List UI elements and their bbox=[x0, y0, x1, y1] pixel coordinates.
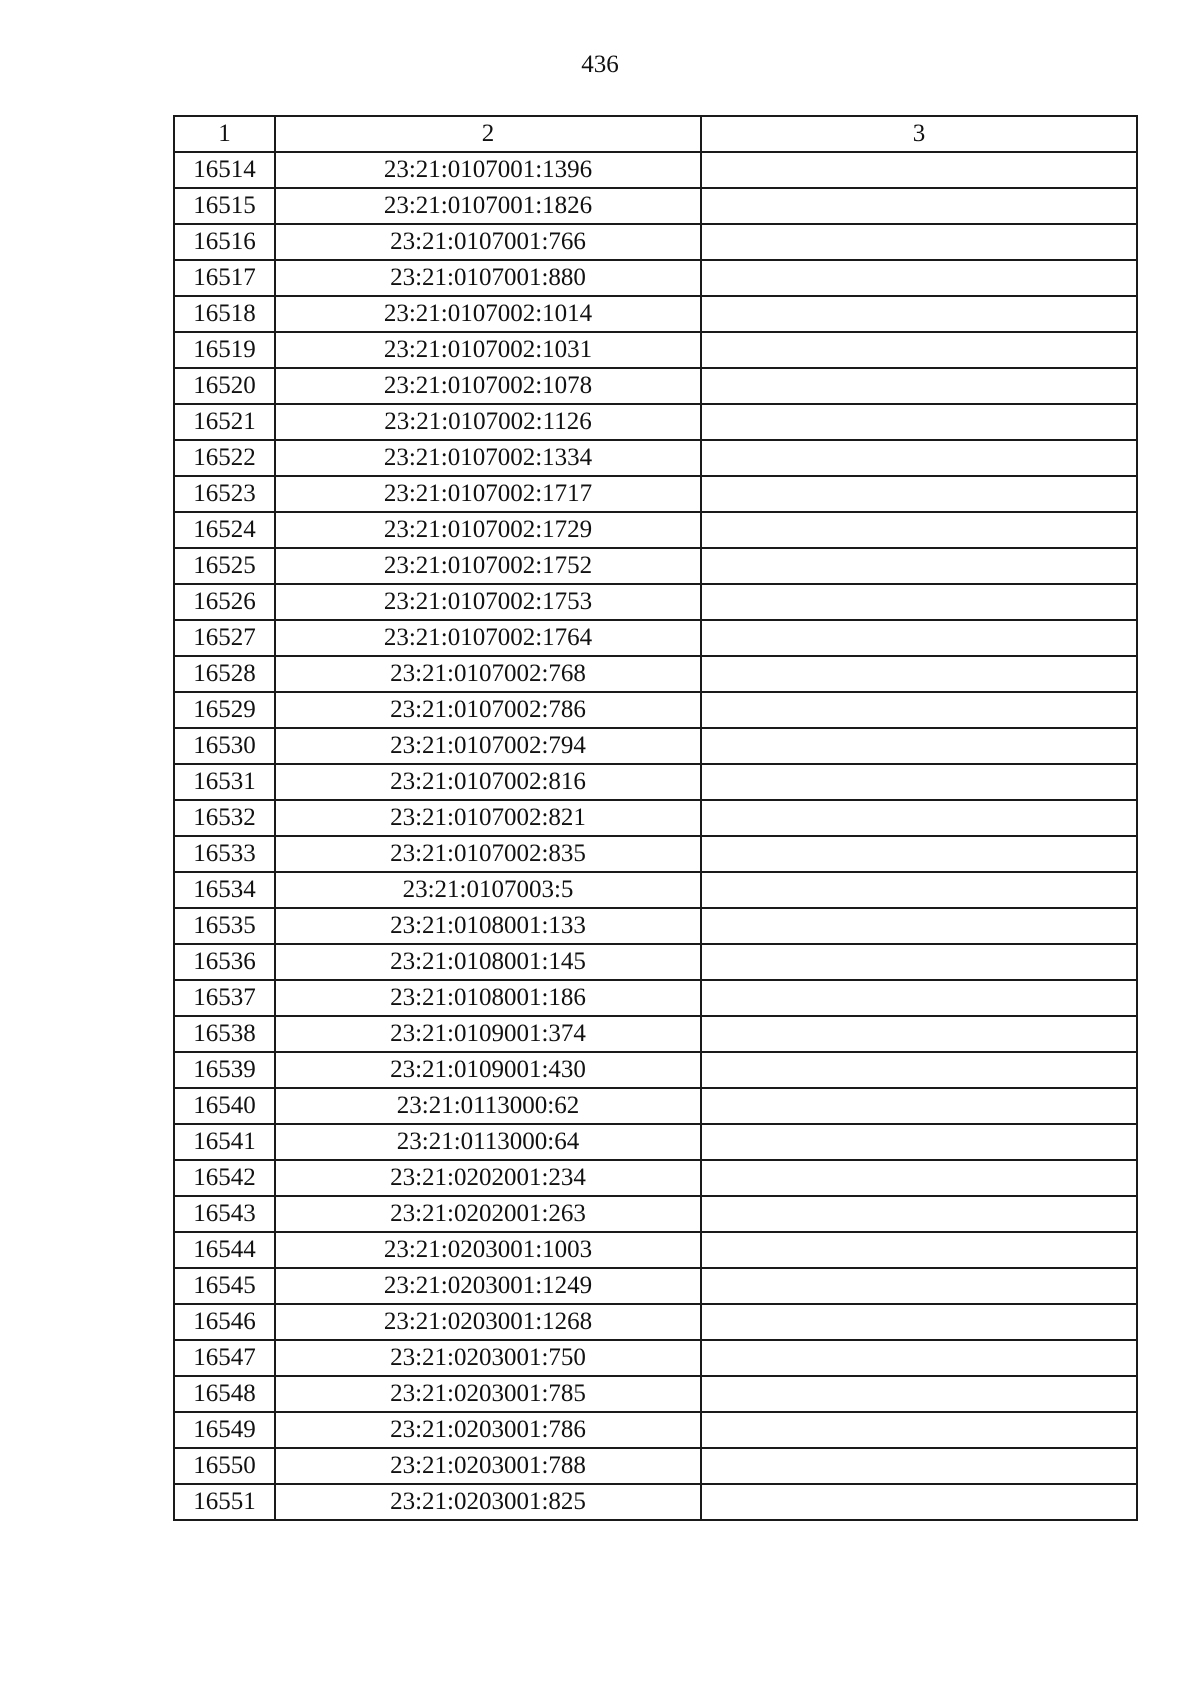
row-number-cell: 16531 bbox=[174, 764, 275, 800]
table-row bbox=[174, 620, 1137, 656]
cadastral-number-cell: 23:21:0109001:430 bbox=[275, 1052, 701, 1088]
cadastral-number-cell: 23:21:0107002:1078 bbox=[275, 368, 701, 404]
note-cell bbox=[701, 224, 1137, 260]
note-cell bbox=[701, 1052, 1137, 1088]
table-row bbox=[174, 1088, 1137, 1124]
note-cell bbox=[701, 260, 1137, 296]
table-row bbox=[174, 692, 1137, 728]
row-number-cell: 16516 bbox=[174, 224, 275, 260]
table-row bbox=[174, 368, 1137, 404]
cadastral-number-cell: 23:21:0107002:1764 bbox=[275, 620, 701, 656]
table-row bbox=[174, 332, 1137, 368]
note-cell bbox=[701, 404, 1137, 440]
row-number-cell: 16525 bbox=[174, 548, 275, 584]
cadastral-number-cell: 23:21:0107002:1014 bbox=[275, 296, 701, 332]
note-cell bbox=[701, 188, 1137, 224]
cadastral-number-cell: 23:21:0107002:1334 bbox=[275, 440, 701, 476]
cadastral-number-cell: 23:21:0202001:234 bbox=[275, 1160, 701, 1196]
row-number-cell: 16532 bbox=[174, 800, 275, 836]
table-row bbox=[174, 1124, 1137, 1160]
table-row bbox=[174, 404, 1137, 440]
row-number-cell: 16537 bbox=[174, 980, 275, 1016]
cadastral-number-cell: 23:21:0107002:1752 bbox=[275, 548, 701, 584]
table-row bbox=[174, 980, 1137, 1016]
table-row bbox=[174, 1304, 1137, 1340]
table-row bbox=[174, 944, 1137, 980]
row-number-cell: 16526 bbox=[174, 584, 275, 620]
table-row bbox=[174, 1196, 1137, 1232]
cadastral-number-cell: 23:21:0203001:825 bbox=[275, 1484, 701, 1520]
note-cell bbox=[701, 1304, 1137, 1340]
table-body bbox=[174, 152, 1137, 1520]
cadastral-number-cell: 23:21:0107002:821 bbox=[275, 800, 701, 836]
row-number-cell: 16538 bbox=[174, 1016, 275, 1052]
row-number-cell: 16548 bbox=[174, 1376, 275, 1412]
note-cell bbox=[701, 368, 1137, 404]
table-row bbox=[174, 1268, 1137, 1304]
row-number-cell: 16547 bbox=[174, 1340, 275, 1376]
page-number: 436 bbox=[581, 51, 619, 78]
note-cell bbox=[701, 476, 1137, 512]
cadastral-number-cell: 23:21:0107001:1826 bbox=[275, 188, 701, 224]
note-cell bbox=[701, 656, 1137, 692]
table-row bbox=[174, 1376, 1137, 1412]
cadastral-number-cell: 23:21:0203001:1249 bbox=[275, 1268, 701, 1304]
note-cell bbox=[701, 1016, 1137, 1052]
row-number-cell: 16542 bbox=[174, 1160, 275, 1196]
note-cell bbox=[701, 872, 1137, 908]
row-number-cell: 16541 bbox=[174, 1124, 275, 1160]
table-row bbox=[174, 1052, 1137, 1088]
row-number-cell: 16539 bbox=[174, 1052, 275, 1088]
cadastral-number-cell: 23:21:0107001:1396 bbox=[275, 152, 701, 188]
row-number-cell: 16543 bbox=[174, 1196, 275, 1232]
table-row bbox=[174, 728, 1137, 764]
note-cell bbox=[701, 440, 1137, 476]
note-cell bbox=[701, 548, 1137, 584]
cadastral-number-cell: 23:21:0113000:64 bbox=[275, 1124, 701, 1160]
note-cell bbox=[701, 584, 1137, 620]
row-number-cell: 16546 bbox=[174, 1304, 275, 1340]
cadastral-number-cell: 23:21:0203001:1003 bbox=[275, 1232, 701, 1268]
row-number-cell: 16519 bbox=[174, 332, 275, 368]
note-cell bbox=[701, 728, 1137, 764]
note-cell bbox=[701, 332, 1137, 368]
table-row bbox=[174, 440, 1137, 476]
table-row bbox=[174, 764, 1137, 800]
row-number-cell: 16551 bbox=[174, 1484, 275, 1520]
row-number-cell: 16530 bbox=[174, 728, 275, 764]
table-row bbox=[174, 1484, 1137, 1520]
row-number-cell: 16536 bbox=[174, 944, 275, 980]
cadastral-number-cell: 23:21:0108001:186 bbox=[275, 980, 701, 1016]
table-row bbox=[174, 1448, 1137, 1484]
row-number-cell: 16545 bbox=[174, 1268, 275, 1304]
row-number-cell: 16523 bbox=[174, 476, 275, 512]
row-number-cell: 16529 bbox=[174, 692, 275, 728]
table-row bbox=[174, 1016, 1137, 1052]
table-row bbox=[174, 800, 1137, 836]
cadastral-number-cell: 23:21:0202001:263 bbox=[275, 1196, 701, 1232]
note-cell bbox=[701, 620, 1137, 656]
table-row bbox=[174, 548, 1137, 584]
note-cell bbox=[701, 836, 1137, 872]
note-cell bbox=[701, 944, 1137, 980]
cadastral-number-cell: 23:21:0107002:1717 bbox=[275, 476, 701, 512]
registry-table bbox=[173, 115, 1138, 1521]
table-row bbox=[174, 1160, 1137, 1196]
table-row bbox=[174, 512, 1137, 548]
table-row bbox=[174, 224, 1137, 260]
row-number-cell: 16517 bbox=[174, 260, 275, 296]
note-cell bbox=[701, 908, 1137, 944]
note-cell bbox=[701, 1232, 1137, 1268]
table-row bbox=[174, 476, 1137, 512]
row-number-cell: 16518 bbox=[174, 296, 275, 332]
note-cell bbox=[701, 1268, 1137, 1304]
cadastral-number-cell: 23:21:0203001:788 bbox=[275, 1448, 701, 1484]
header-cell-col-3: 3 bbox=[701, 116, 1137, 152]
row-number-cell: 16544 bbox=[174, 1232, 275, 1268]
table-row bbox=[174, 296, 1137, 332]
note-cell bbox=[701, 1160, 1137, 1196]
row-number-cell: 16521 bbox=[174, 404, 275, 440]
row-number-cell: 16550 bbox=[174, 1448, 275, 1484]
table-row bbox=[174, 872, 1137, 908]
table-row bbox=[174, 656, 1137, 692]
note-cell bbox=[701, 1412, 1137, 1448]
header-cell-col-2: 2 bbox=[275, 116, 701, 152]
cadastral-number-cell: 23:21:0203001:1268 bbox=[275, 1304, 701, 1340]
cadastral-number-cell: 23:21:0107002:1031 bbox=[275, 332, 701, 368]
table-header bbox=[174, 116, 1137, 152]
row-number-cell: 16524 bbox=[174, 512, 275, 548]
note-cell bbox=[701, 1448, 1137, 1484]
row-number-cell: 16528 bbox=[174, 656, 275, 692]
header-cell-col-1: 1 bbox=[174, 116, 275, 152]
cadastral-number-cell: 23:21:0107002:1753 bbox=[275, 584, 701, 620]
note-cell bbox=[701, 692, 1137, 728]
note-cell bbox=[701, 512, 1137, 548]
cadastral-number-cell: 23:21:0203001:786 bbox=[275, 1412, 701, 1448]
table-row bbox=[174, 908, 1137, 944]
row-number-cell: 16522 bbox=[174, 440, 275, 476]
note-cell bbox=[701, 296, 1137, 332]
note-cell bbox=[701, 1484, 1137, 1520]
row-number-cell: 16540 bbox=[174, 1088, 275, 1124]
note-cell bbox=[701, 980, 1137, 1016]
table-row bbox=[174, 1232, 1137, 1268]
table-row bbox=[174, 152, 1137, 188]
note-cell bbox=[701, 152, 1137, 188]
note-cell bbox=[701, 800, 1137, 836]
table-row bbox=[174, 584, 1137, 620]
row-number-cell: 16535 bbox=[174, 908, 275, 944]
cadastral-number-cell: 23:21:0107002:794 bbox=[275, 728, 701, 764]
table-row bbox=[174, 260, 1137, 296]
cadastral-number-cell: 23:21:0107002:1729 bbox=[275, 512, 701, 548]
cadastral-number-cell: 23:21:0109001:374 bbox=[275, 1016, 701, 1052]
table-row bbox=[174, 1340, 1137, 1376]
table-row bbox=[174, 836, 1137, 872]
row-number-cell: 16549 bbox=[174, 1412, 275, 1448]
table-row bbox=[174, 188, 1137, 224]
note-cell bbox=[701, 1088, 1137, 1124]
cadastral-number-cell: 23:21:0108001:145 bbox=[275, 944, 701, 980]
cadastral-number-cell: 23:21:0107001:766 bbox=[275, 224, 701, 260]
cadastral-number-cell: 23:21:0107002:1126 bbox=[275, 404, 701, 440]
row-number-cell: 16514 bbox=[174, 152, 275, 188]
cadastral-number-cell: 23:21:0108001:133 bbox=[275, 908, 701, 944]
note-cell bbox=[701, 1376, 1137, 1412]
table-row bbox=[174, 1412, 1137, 1448]
row-number-cell: 16515 bbox=[174, 188, 275, 224]
cadastral-number-cell: 23:21:0107002:786 bbox=[275, 692, 701, 728]
cadastral-number-cell: 23:21:0107002:835 bbox=[275, 836, 701, 872]
cadastral-number-cell: 23:21:0203001:785 bbox=[275, 1376, 701, 1412]
note-cell bbox=[701, 1196, 1137, 1232]
row-number-cell: 16520 bbox=[174, 368, 275, 404]
note-cell bbox=[701, 1124, 1137, 1160]
row-number-cell: 16534 bbox=[174, 872, 275, 908]
cadastral-number-cell: 23:21:0107003:5 bbox=[275, 872, 701, 908]
note-cell bbox=[701, 764, 1137, 800]
cadastral-number-cell: 23:21:0107002:816 bbox=[275, 764, 701, 800]
cadastral-number-cell: 23:21:0107002:768 bbox=[275, 656, 701, 692]
note-cell bbox=[701, 1340, 1137, 1376]
header-row bbox=[174, 116, 1137, 152]
cadastral-number-cell: 23:21:0113000:62 bbox=[275, 1088, 701, 1124]
cadastral-number-cell: 23:21:0203001:750 bbox=[275, 1340, 701, 1376]
cadastral-number-cell: 23:21:0107001:880 bbox=[275, 260, 701, 296]
row-number-cell: 16533 bbox=[174, 836, 275, 872]
row-number-cell: 16527 bbox=[174, 620, 275, 656]
